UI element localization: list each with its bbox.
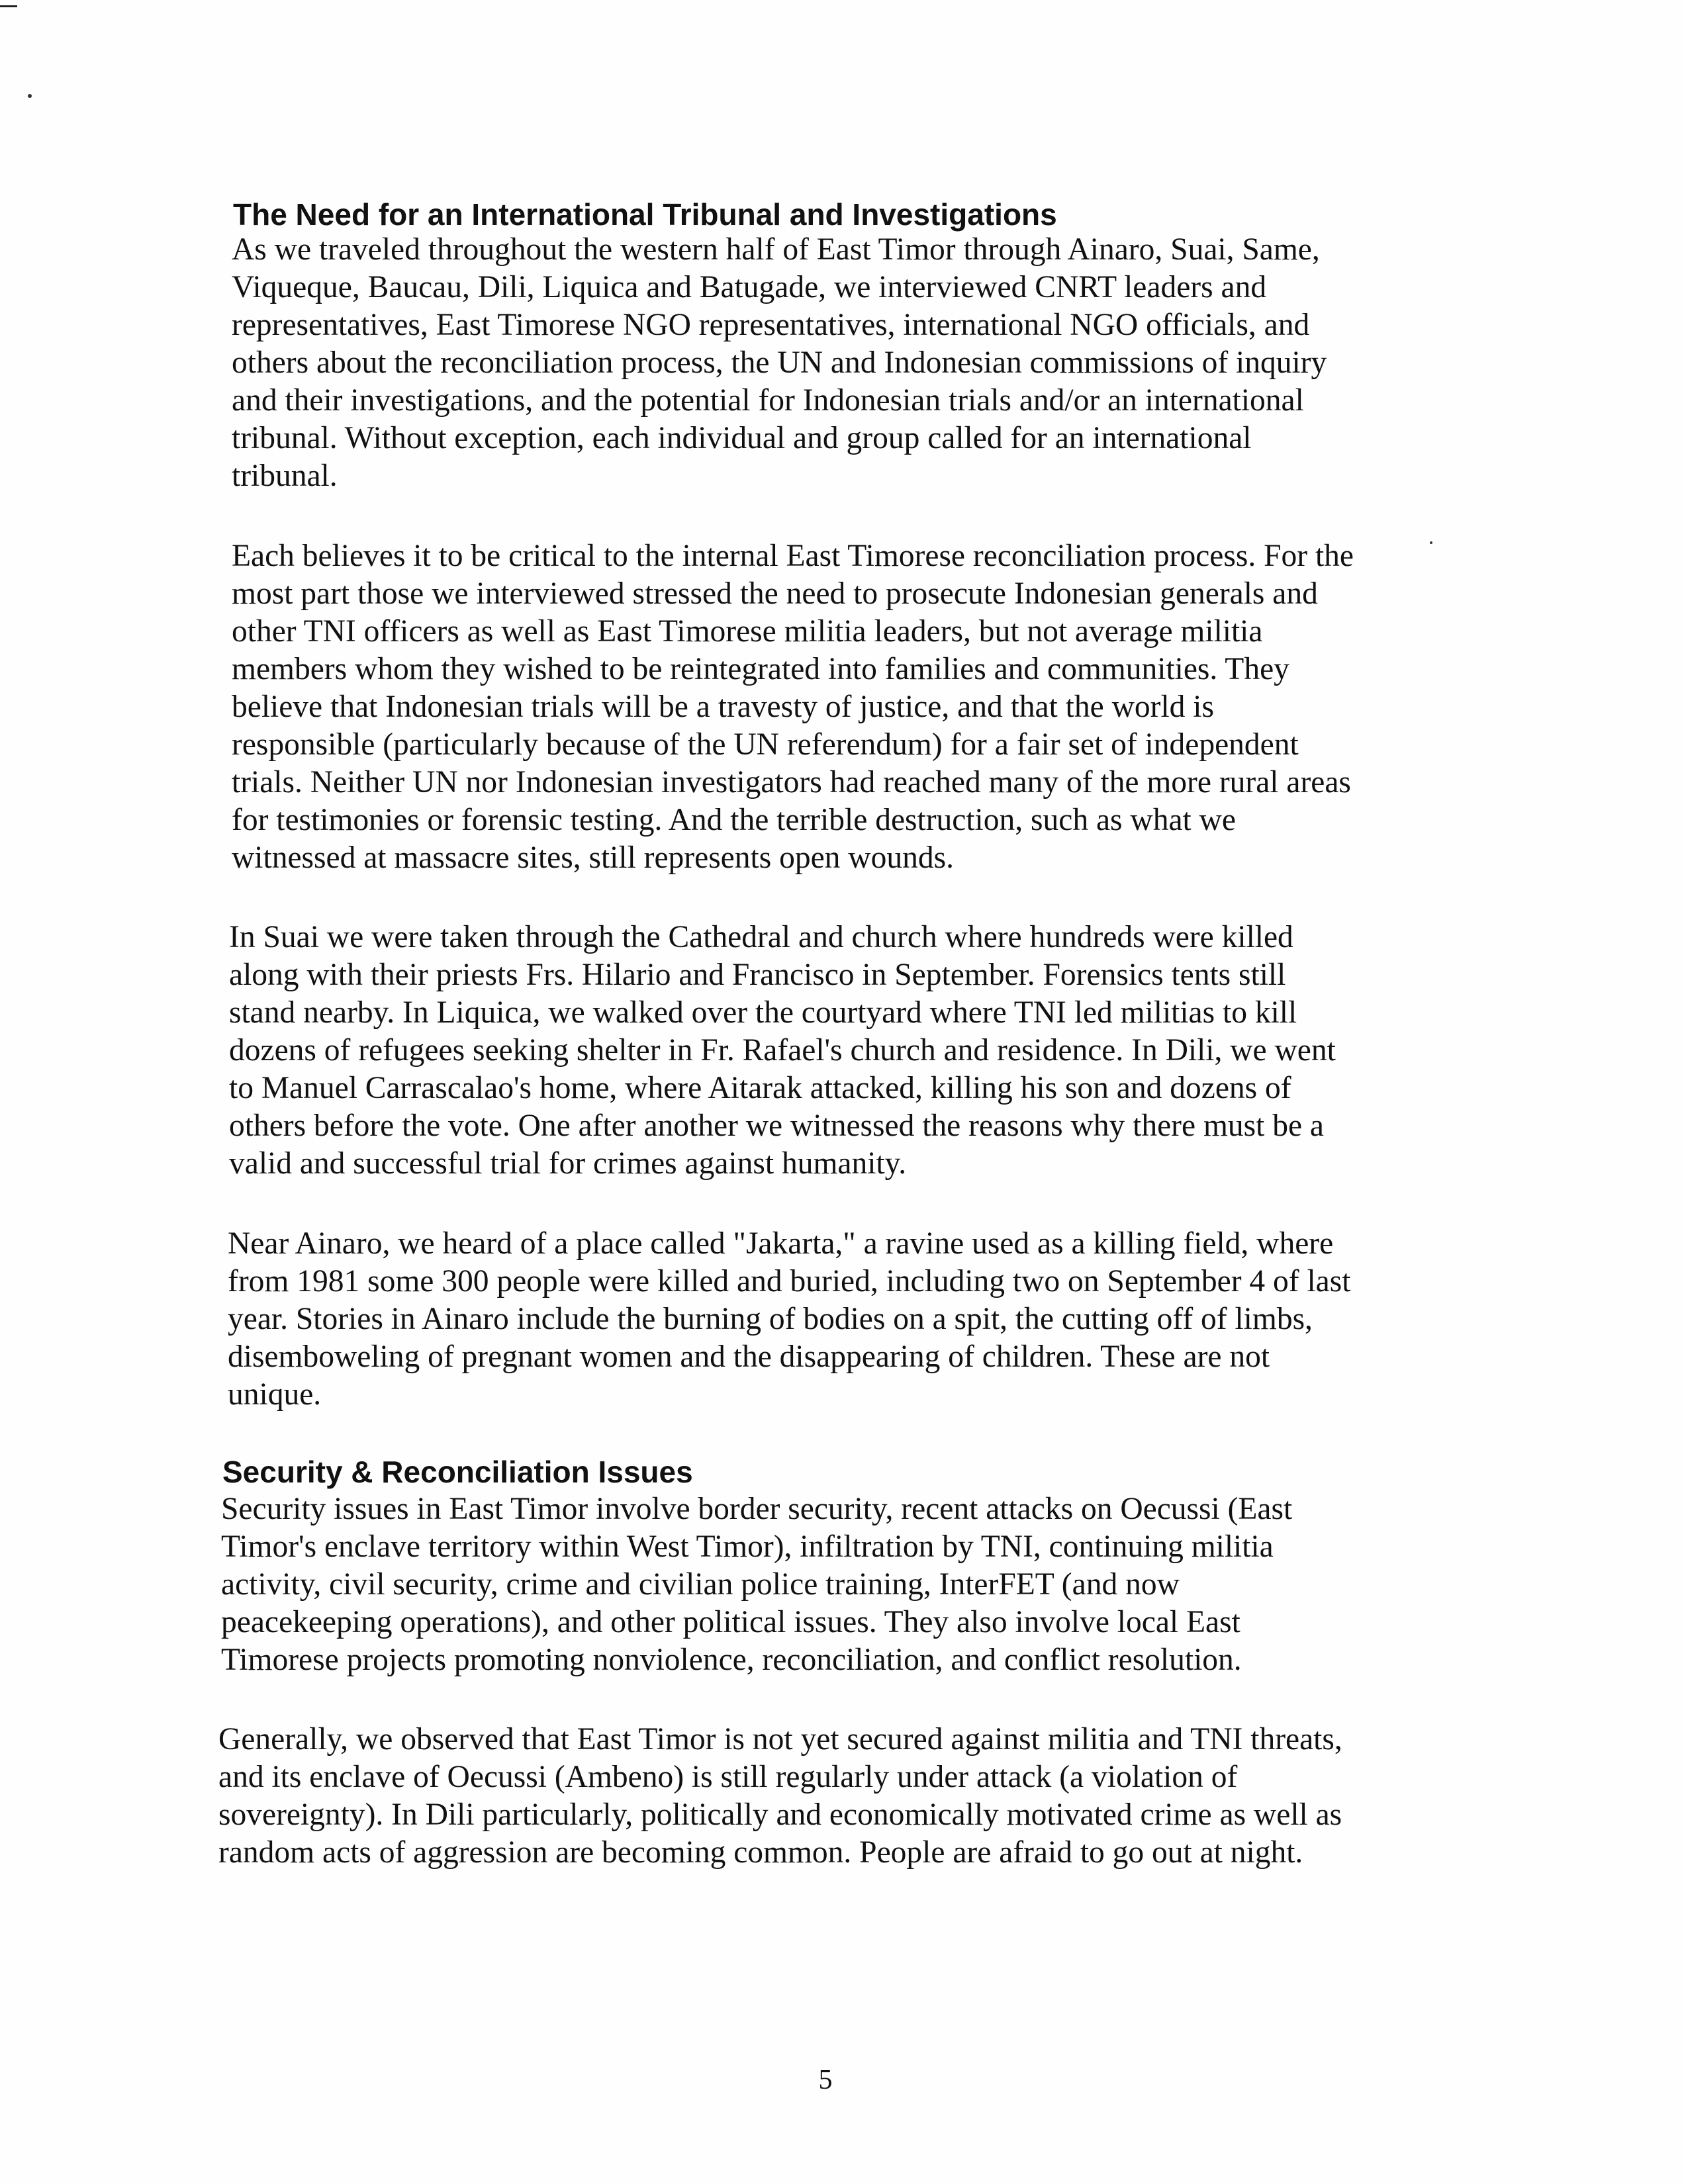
text-line: stand nearby. In Liquica, we walked over the courtyard where TNI led militias to kill xyxy=(229,995,1297,1030)
text-line: and its enclave of Oecussi (Ambeno) is still regularly under attack (a violation of xyxy=(218,1760,1238,1794)
text-line: As we traveled throughout the western half of East Timor through Ainaro, Suai, Same, xyxy=(232,232,1320,267)
section-heading-tribunal: The Need for an International Tribunal and Investigations xyxy=(233,197,1057,232)
text-line: believe that Indonesian trials will be a travesty of justice, and that the world is xyxy=(232,690,1214,724)
text-line: valid and successful trial for crimes against humanity. xyxy=(229,1146,907,1181)
text-line: representatives, East Timorese NGO representatives, international NGO officials, and xyxy=(232,308,1310,342)
paragraph-2 xyxy=(232,537,1354,877)
section-heading-security: Security & Reconciliation Issues xyxy=(222,1455,693,1489)
text-line: sovereignty). In Dili particularly, politically and economically motivated crime as well as xyxy=(218,1797,1342,1832)
text-line: Generally, we observed that East Timor is not yet secured against militia and TNI threats, xyxy=(218,1722,1342,1756)
page-number: 5 xyxy=(818,2065,833,2095)
text-line: for testimonies or forensic testing. And the terrible destruction, such as what we xyxy=(232,803,1236,837)
text-line: trials. Neither UN nor Indonesian investigators had reached many of the more rural areas xyxy=(232,765,1351,799)
text-line: responsible (particularly because of the UN referendum) for a fair set of independent xyxy=(232,727,1299,762)
text-line: Near Ainaro, we heard of a place called "Jakarta," a ravine used as a killing field, where xyxy=(228,1226,1334,1261)
text-line: random acts of aggression are becoming common. People are afraid to go out at night. xyxy=(218,1835,1303,1870)
text-line: to Manuel Carrascalao's home, where Aitarak attacked, killing his son and dozens of xyxy=(229,1071,1291,1105)
text-line: In Suai we were taken through the Cathedral and church where hundreds were killed xyxy=(229,920,1293,954)
text-line: Timorese projects promoting nonviolence, reconciliation, and conflict resolution. xyxy=(221,1643,1242,1677)
text-line: members whom they wished to be reintegrated into families and communities. They xyxy=(232,652,1289,686)
text-line: year. Stories in Ainaro include the burning of bodies on a spit, the cutting off of limbs, xyxy=(228,1302,1313,1336)
text-line: others about the reconciliation process, the UN and Indonesian commissions of inquiry xyxy=(232,345,1327,380)
text-line: unique. xyxy=(228,1377,322,1412)
text-line: along with their priests Frs. Hilario and Francisco in September. Forensics tents still xyxy=(229,958,1286,992)
text-line: disemboweling of pregnant women and the disappearing of children. These are not xyxy=(228,1340,1270,1374)
text-line: dozens of refugees seeking shelter in Fr. Rafael's church and residence. In Dili, we went xyxy=(229,1033,1336,1068)
text-line: Timor's enclave territory within West Timor), infiltration by TNI, continuing militia xyxy=(221,1529,1274,1564)
text-line: Security issues in East Timor involve border security, recent attacks on Oecussi (East xyxy=(221,1492,1293,1526)
text-line: witnessed at massacre sites, still represents open wounds. xyxy=(232,841,954,875)
paragraph-1 xyxy=(232,231,1327,495)
text-line: most part those we interviewed stressed the need to prosecute Indonesian generals and xyxy=(232,576,1318,611)
text-line: activity, civil security, crime and civilian police training, InterFET (and now xyxy=(221,1567,1180,1602)
text-line: from 1981 some 300 people were killed and buried, including two on September 4 of last xyxy=(228,1264,1351,1298)
paragraph-6 xyxy=(218,1721,1342,1872)
text-line: tribunal. Without exception, each individual and group called for an international xyxy=(232,421,1252,455)
paragraph-3 xyxy=(229,919,1336,1183)
text-line: Each believes it to be critical to the internal East Timorese reconciliation process. For the xyxy=(232,539,1354,573)
text-line: other TNI officers as well as East Timorese militia leaders, but not average militia xyxy=(232,614,1263,649)
text-line: peacekeeping operations), and other political issues. They also involve local East xyxy=(221,1605,1240,1639)
paragraph-5 xyxy=(221,1490,1292,1679)
text-line: tribunal. xyxy=(232,459,338,493)
text-line: others before the vote. One after another we witnessed the reasons why there must be a xyxy=(229,1109,1324,1143)
text-line: Viqueque, Baucau, Dili, Liquica and Batugade, we interviewed CNRT leaders and xyxy=(232,270,1267,304)
text-line: and their investigations, and the potential for Indonesian trials and/or an international xyxy=(232,383,1304,418)
paragraph-4 xyxy=(228,1225,1350,1414)
